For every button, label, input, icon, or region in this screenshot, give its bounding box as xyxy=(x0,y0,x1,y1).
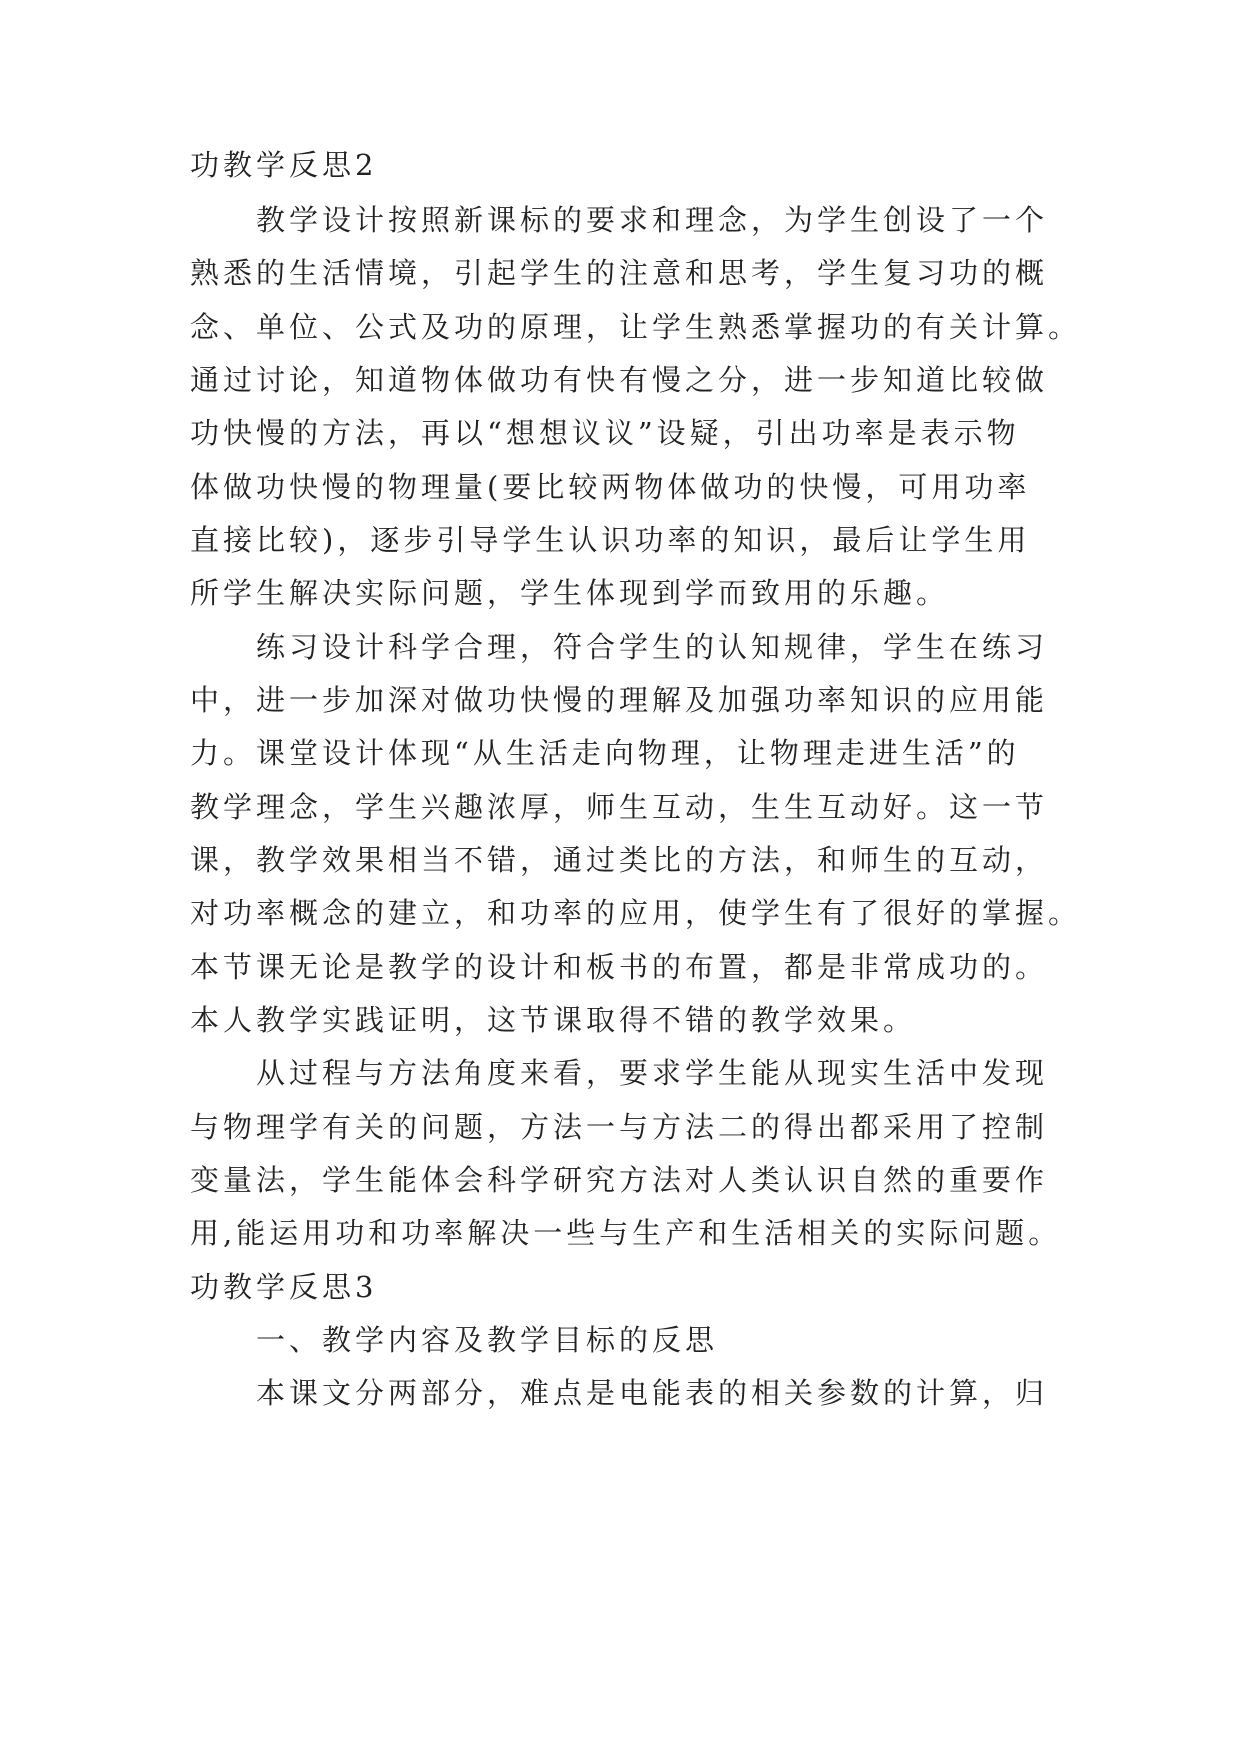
paragraph-line: 本人教学实践证明，这节课取得不错的教学效果。 xyxy=(190,1003,917,1037)
paragraph-line: 通过讨论，知道物体做功有快有慢之分，进一步知道比较做 xyxy=(190,363,1049,397)
paragraph-line: 所学生解决实际问题，学生体现到学而致用的乐趣。 xyxy=(190,576,950,610)
paragraph-line: 对功率概念的建立，和功率的应用，使学生有了很好的掌握。 xyxy=(190,896,1082,930)
paragraph-line: 课，教学效果相当不错，通过类比的方法，和师生的互动， xyxy=(190,843,1049,877)
section-heading: 功教学反思3 xyxy=(190,1270,378,1304)
paragraph-line: 功快慢的方法，再以“想想议议”设疑，引出功率是表示物 xyxy=(190,416,1020,450)
paragraph-line: 直接比较)，逐步引导学生认识功率的知识，最后让学生用 xyxy=(190,523,1031,557)
paragraph-line: 本节课无论是教学的设计和板书的布置，都是非常成功的。 xyxy=(190,950,1049,984)
paragraph-line: 力。课堂设计体现“从生活走向物理，让物理走进生活”的 xyxy=(190,736,1020,770)
paragraph-line: 体做功快慢的物理量(要比较两物体做功的快慢，可用功率 xyxy=(190,470,1031,504)
section-heading: 功教学反思2 xyxy=(190,148,378,182)
paragraph-line: 与物理学有关的问题，方法一与方法二的得出都采用了控制 xyxy=(190,1110,1049,1144)
paragraph-line: 熟悉的生活情境，引起学生的注意和思考，学生复习功的概 xyxy=(190,256,1049,290)
subsection-heading: 一、教学内容及教学目标的反思 xyxy=(256,1323,719,1357)
paragraph-line: 中，进一步加深对做功快慢的理解及加强功率知识的应用能 xyxy=(190,683,1049,717)
paragraph-line: 念、单位、公式及功的原理，让学生熟悉掌握功的有关计算。 xyxy=(190,310,1082,344)
paragraph-line: 从过程与方法角度来看，要求学生能从现实生活中发现 xyxy=(256,1056,1049,1090)
paragraph-line: 练习设计科学合理，符合学生的认知规律，学生在练习 xyxy=(256,630,1049,664)
paragraph-line: 用,能运用功和功率解决一些与生产和生活相关的实际问题。 xyxy=(190,1216,1062,1250)
paragraph-line: 教学理念，学生兴趣浓厚，师生互动，生生互动好。这一节 xyxy=(190,790,1049,824)
paragraph-line: 变量法，学生能体会科学研究方法对人类认识自然的重要作 xyxy=(190,1163,1049,1197)
paragraph-line: 教学设计按照新课标的要求和理念，为学生创设了一个 xyxy=(256,203,1049,237)
paragraph-line: 本课文分两部分，难点是电能表的相关参数的计算，归 xyxy=(256,1376,1049,1410)
